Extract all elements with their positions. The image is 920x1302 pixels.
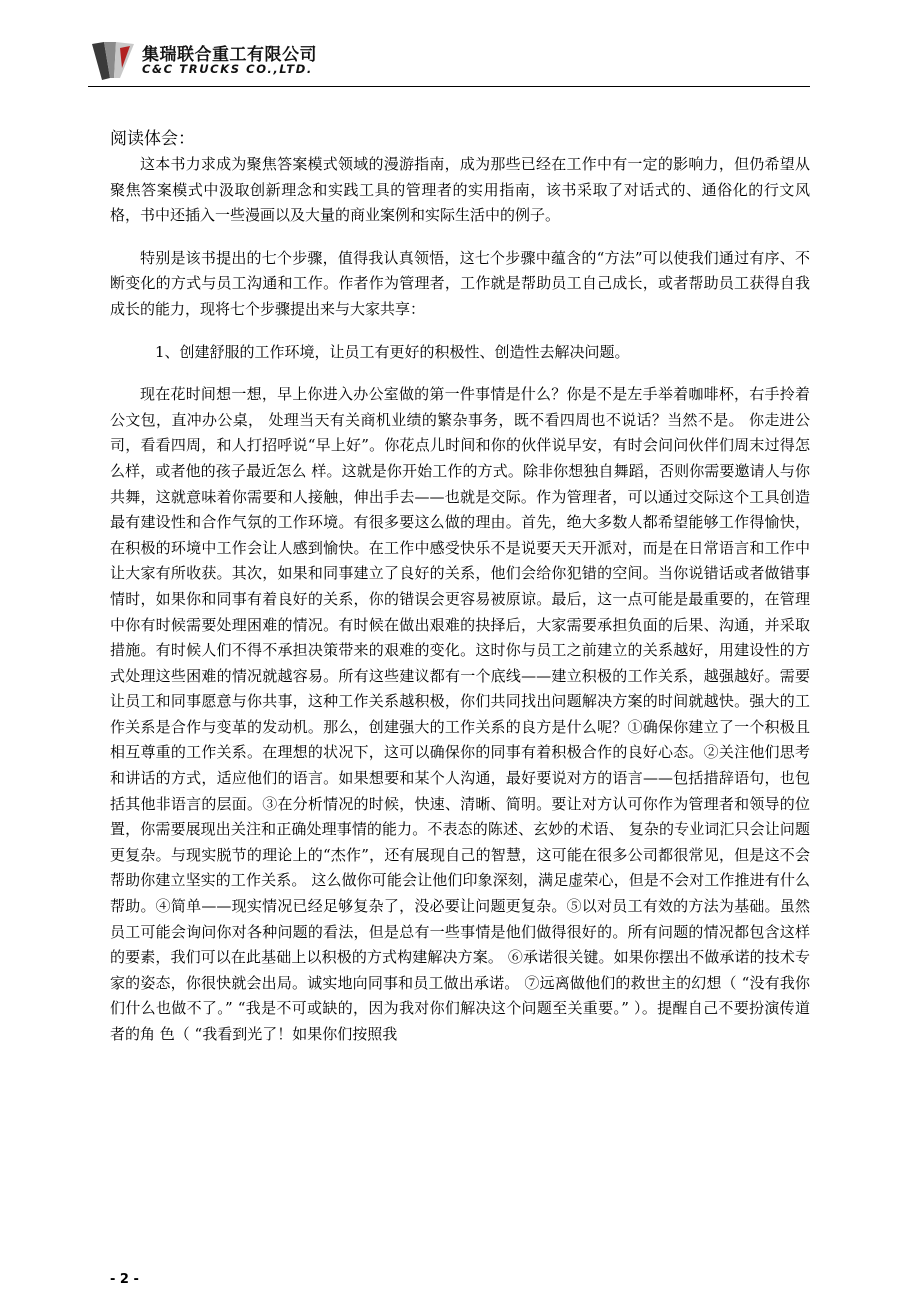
paragraph-seven-steps: 特别是该书提出的七个步骤，值得我认真领悟，这七个步骤中蕴含的“方法”可以使我们通过有序、不断变化的方式与员工沟通和工作。作者作为管理者，工作就是帮助员工自己成长，或者帮助员工获得自我成长的能力，现将七个步骤提出来与大家共享： — [110, 248, 810, 318]
page-number: - 2 - — [110, 1272, 139, 1287]
paragraph-step-1: 1、创建舒服的工作环境，让员工有更好的积极性、创造性去解决问题。 — [155, 342, 630, 361]
paragraph-morning-routine: 现在花时间想一想，早上你进入办公室做的第一件事情是什么？你是不是左手举着咖啡杯，右手拎着公文包，直冲办公桌， 处理当天有关商机业绩的繁杂事务，既不看四周也不说话？当然不是。 你走进公司，看看四周，和人打招呼说“早上好”。你花点儿时间和你的伙伴说早安，有时会问问伙伴们周末过得怎么样，或者他的孩子最近怎么 样。这就是你开始工作的方式。除非你想独自舞蹈，否则你需要邀请人与你共舞，这就意味着你需要和人接触，伸出手去——也就是交际。作为管理者，可以通过交际这个工具创造最有建设性和合作气氛的工作环境。有很多要这么做的理由。首先，绝大多数人都希望能够工作得愉快，在积极的环境中工作会让人感到愉快。在工作中感受快乐不是说要天天开派对，而是在日常语言和工作中让大家有所收获。其次，如果和同事建立了良好的关系，他们会给你犯错的空间。当你说错话或者做错事情时，如果你和同事有着良好的关系，你的错误会更容易被原谅。最后，这一点可能是最重要的，在管理中你有时候需要处理困难的情况。有时候在做出艰难的抉择后，大家需要承担负面的后果、沟通，并采取措施。有时候人们不得不承担决策带来的艰难的变化。这时你与员工之前建立的关系越好，用建设性的方式处理这些困难的情况就越容易。所有这些建议都有一个底线——建立积极的工作关系，越强越好。需要让员工和同事愿意与你共事，这种工作关系越积极，你们共同找出问题解决方案的时间就越快。强大的工作关系是合作与变革的发动机。那么，创建强大的工作关系的良方是什么呢？①确保你建立了一个积极且相互尊重的工作关系。在理想的状况下，这可以确保你的同事有着积极合作的良好心态。②关注他们思考和讲话的方式，适应他们的语言。如果想要和某个人沟通，最好要说对方的语言——包括措辞语句，也包括其他非语言的层面。③在分析情况的时候，快速、清晰、简明。要让对方认可你作为管理者和领导的位置，你需要展现出关注和正确处理事情的能力。不表态的陈述、玄妙的术语、 复杂的专业词汇只会让问题更复杂。与现实脱节的理论上的“杰作”，还有展现自己的智慧，这可能在很多公司都很常见，但是这不会帮助你建立坚实的工作关系。 这么做你可能会让他们印象深刻，满足虚荣心，但是不会对工作推进有什么帮助。④简单——现实情况已经足够复杂了，没必要让问题更复杂。⑤以对员工有效的方法为基础。虽然员工可能会询问你对各种问题的看法，但是总有一些事情是他们做得很好的。所有问题的情况都包含这样的要素，我们可以在此基础上以积极的方式构建解决方案。 ⑥承诺很关键。如果你摆出不做承诺的技术专家的姿态，你很快就会出局。诚实地向同事和员工做出承诺。 ⑦远离做他们的救世主的幻想（ “没有我你们什么也做不了。” “我是不可或缺的，因为我对你们解决这个问题至关重要。” ）。提醒自己不要扮演传道者的角 色（ “我看到光了！如果你们按照我 — [110, 385, 810, 1043]
section-title: 阅读体会： — [110, 129, 195, 149]
company-name-cn: 集瑞联合重工有限公司 — [142, 45, 317, 65]
page-header — [88, 36, 810, 87]
cc-trucks-logo-icon — [90, 38, 136, 82]
paragraph-intro: 这本书力求成为聚焦答案模式领域的漫游指南，成为那些已经在工作中有一定的影响力，但仍希望从聚焦答案模式中汲取创新理念和实践工具的管理者的实用指南，该书采取了对话式的、通俗化的行文风格，书中还插入一些漫画以及大量的商业案例和实际生活中的例子。 — [110, 155, 810, 225]
company-name-en: C&C TRUCKS CO.,LTD. — [142, 62, 313, 76]
document-body — [110, 152, 810, 1048]
